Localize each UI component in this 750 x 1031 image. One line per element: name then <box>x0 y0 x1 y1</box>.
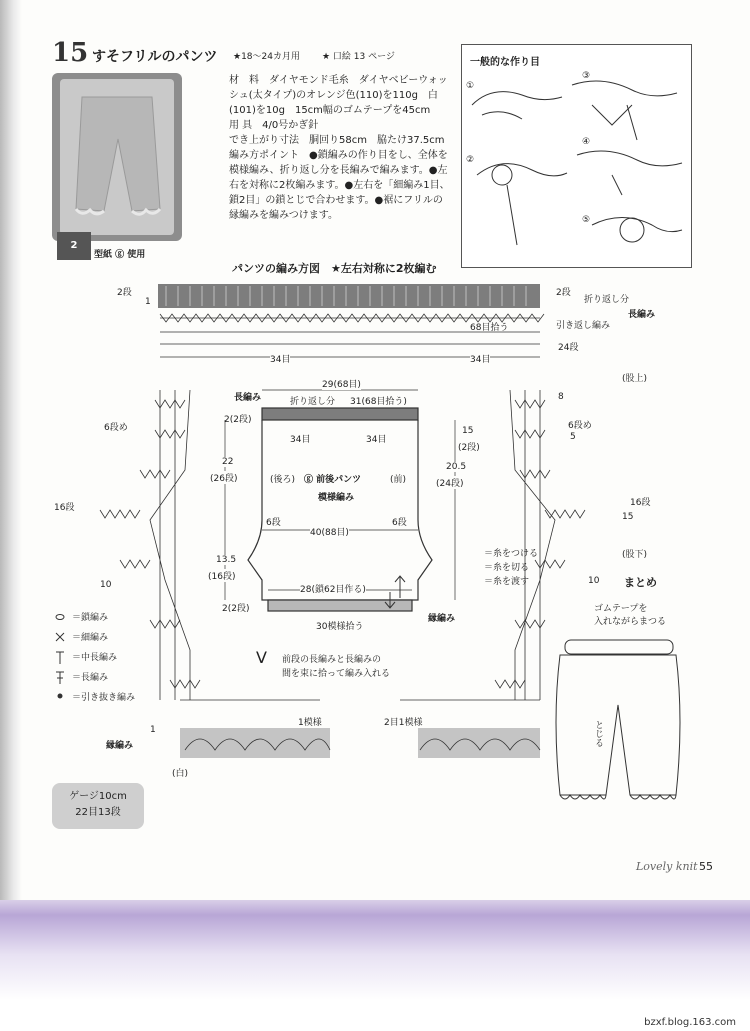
step-3: ③ <box>582 71 591 81</box>
label-l16: 16段 <box>54 503 75 513</box>
materials-line: シュ(太タイプ)のオレンジ色(110)を110g 白 <box>229 90 438 101</box>
finished-pants-drawing <box>556 640 680 799</box>
label-crotch-top: (股上) <box>622 374 648 384</box>
yarn-attach: ＝糸をつける <box>484 549 539 559</box>
label-row-1: 1 <box>145 297 151 307</box>
chart-title: パンツの編み方図 ★左右対称に2枚編む <box>232 262 437 275</box>
right-ruffle <box>418 728 540 758</box>
materials-line: 用 具 4/0号かぎ針 <box>229 120 319 131</box>
page-title: すそフリルのパンツ <box>92 49 218 65</box>
sch-pick30: 30模様拾う <box>316 622 364 632</box>
label-r15: 15 <box>622 512 634 522</box>
legend-double: ＝長編み <box>72 673 109 683</box>
page-number: 55 <box>699 860 713 873</box>
sch-h22b: (26段) <box>210 471 237 484</box>
bottom-m1: 1模様 <box>298 718 322 728</box>
page-reference: ★ 口絵 13 ページ <box>322 52 395 62</box>
matome-note-2: 入れながらまつる <box>594 617 667 627</box>
legend-half-double: ＝中長編み <box>72 653 118 663</box>
matome-toji: とじる <box>593 720 603 747</box>
materials-line: (101)を10g 15cm幅のゴムテープを45cm <box>229 105 431 116</box>
label-l6: 6段め <box>104 423 128 433</box>
step-5: ⑤ <box>582 215 591 225</box>
howto-title: 一般的な作り目 <box>470 57 540 68</box>
sch-h13b: (16段) <box>208 569 235 582</box>
label-slip: 引き返し編み <box>556 321 611 331</box>
stitch-legend <box>72 610 135 710</box>
yarn-carry: ＝糸を渡す <box>484 577 530 587</box>
sch-w29: 29(68目) <box>322 377 361 390</box>
sch-front: (前) <box>390 475 407 485</box>
label-r16: 16段 <box>630 498 651 508</box>
note-line-1: 前段の長編みと長編みの <box>282 655 382 665</box>
sch-w31: 31(68目拾う) <box>350 397 407 407</box>
sch-h20b: (24段) <box>436 476 463 489</box>
sch-h13: 13.5 <box>216 555 237 565</box>
sch-pattern: 模様編み <box>318 493 355 503</box>
step-2: ② <box>466 155 475 165</box>
materials-line: 縁編みを編みつけます。 <box>229 210 338 221</box>
pattern-paper-badge: 2 <box>57 232 91 260</box>
sch-r2a: 2(2段) <box>224 415 252 425</box>
bottom-white: (白) <box>172 769 189 779</box>
sch-back: (後ろ) <box>270 475 296 485</box>
materials-line: 鎖2目」の鎖とじで合わせます。●裾にフリルの <box>229 195 443 206</box>
sch-edge: 縁編み <box>428 614 456 624</box>
legend-chain: ＝鎖編み <box>72 613 109 623</box>
materials-line: 模様編み、折り返し分を長編みで編みます。●左 <box>229 165 448 176</box>
sch-h20: 20.5 <box>446 462 467 472</box>
label-w34-right: 34目 <box>470 352 490 365</box>
size-label: ★18～24カ月用 <box>233 52 300 62</box>
pattern-paper-label: 型紙 ⓖ 使用 <box>94 250 146 260</box>
footer-brand: Lovely knit <box>636 860 698 873</box>
materials-line: 右を対称に2枚編みます。●左右を「細編み1目、 <box>229 180 450 191</box>
label-row24: 24段 <box>558 343 579 353</box>
label-crotch-bottom: (股下) <box>622 550 648 560</box>
legend-symbols <box>56 615 64 699</box>
sch-r2b: 2(2段) <box>222 604 250 614</box>
bottom-edge: 縁編み <box>106 741 134 751</box>
legend-slip: ＝引き抜き編み <box>72 693 136 703</box>
label-rows-2: 2段 <box>117 288 132 298</box>
sch-piece: ⓖ 前後パンツ <box>304 475 362 485</box>
bottom-m2: 2目1模様 <box>384 718 423 728</box>
gauge-box <box>52 783 144 829</box>
sch-w40: 40(88目) <box>310 525 349 538</box>
sch-s6a: 6段 <box>266 518 281 528</box>
left-ruffle <box>180 728 330 758</box>
sch-h22: 22 <box>222 457 234 467</box>
sch-h15b: (2段) <box>458 443 480 453</box>
label-w2: 2段 <box>556 288 571 298</box>
bottom-r1: 1 <box>150 725 156 735</box>
sch-m34b: 34目 <box>366 435 387 445</box>
materials-line: 材 料 ダイヤモンド毛糸 ダイヤベビーウォッ <box>229 75 448 86</box>
scan-bottom-shadow <box>0 900 750 1000</box>
sch-double: 長編み <box>234 393 262 403</box>
pattern-number: 15 <box>52 38 89 68</box>
waistband-band <box>158 284 540 308</box>
legend-single: ＝細編み <box>72 633 109 643</box>
watermark: bzxf.blog.163.com <box>644 1017 736 1028</box>
label-l10: 10 <box>100 580 112 590</box>
sch-h15: 15 <box>462 426 474 436</box>
gauge-title: ゲージ10cm <box>69 791 127 802</box>
note-symbol: V <box>256 648 267 667</box>
label-r6: 6段め <box>568 421 592 431</box>
sch-fold: 折り返し分 <box>290 397 336 407</box>
note-line-2: 間を束に拾って編み入れる <box>282 669 391 679</box>
label-w34-left: 34目 <box>270 352 290 365</box>
arrow-up <box>395 576 405 598</box>
label-r10: 10 <box>588 576 600 586</box>
matome-title: まとめ <box>624 576 657 589</box>
label-r8: 8 <box>558 392 564 402</box>
yarn-cut: ＝糸を切る <box>484 563 530 573</box>
label-fold: 折り返し分 <box>584 295 630 305</box>
gauge-value: 22目13段 <box>75 807 121 818</box>
sch-m34a: 34目 <box>290 435 311 445</box>
label-r5: 5 <box>570 432 576 442</box>
step-4: ④ <box>582 137 591 147</box>
label-double-crochet: 長編み <box>628 310 656 320</box>
sch-s6b: 6段 <box>392 518 407 528</box>
sch-w28: 28(鎖62目作る) <box>300 582 366 595</box>
matome-note-1: ゴムテープを <box>594 604 648 614</box>
step-1: ① <box>466 81 475 91</box>
materials-line: 編み方ポイント ●鎖編みの作り目をし、全体を <box>229 150 448 161</box>
label-pick68: 68目拾う <box>470 323 509 333</box>
materials-line: でき上がり寸法 胴回り58cm 脇たけ37.5cm <box>229 135 445 146</box>
